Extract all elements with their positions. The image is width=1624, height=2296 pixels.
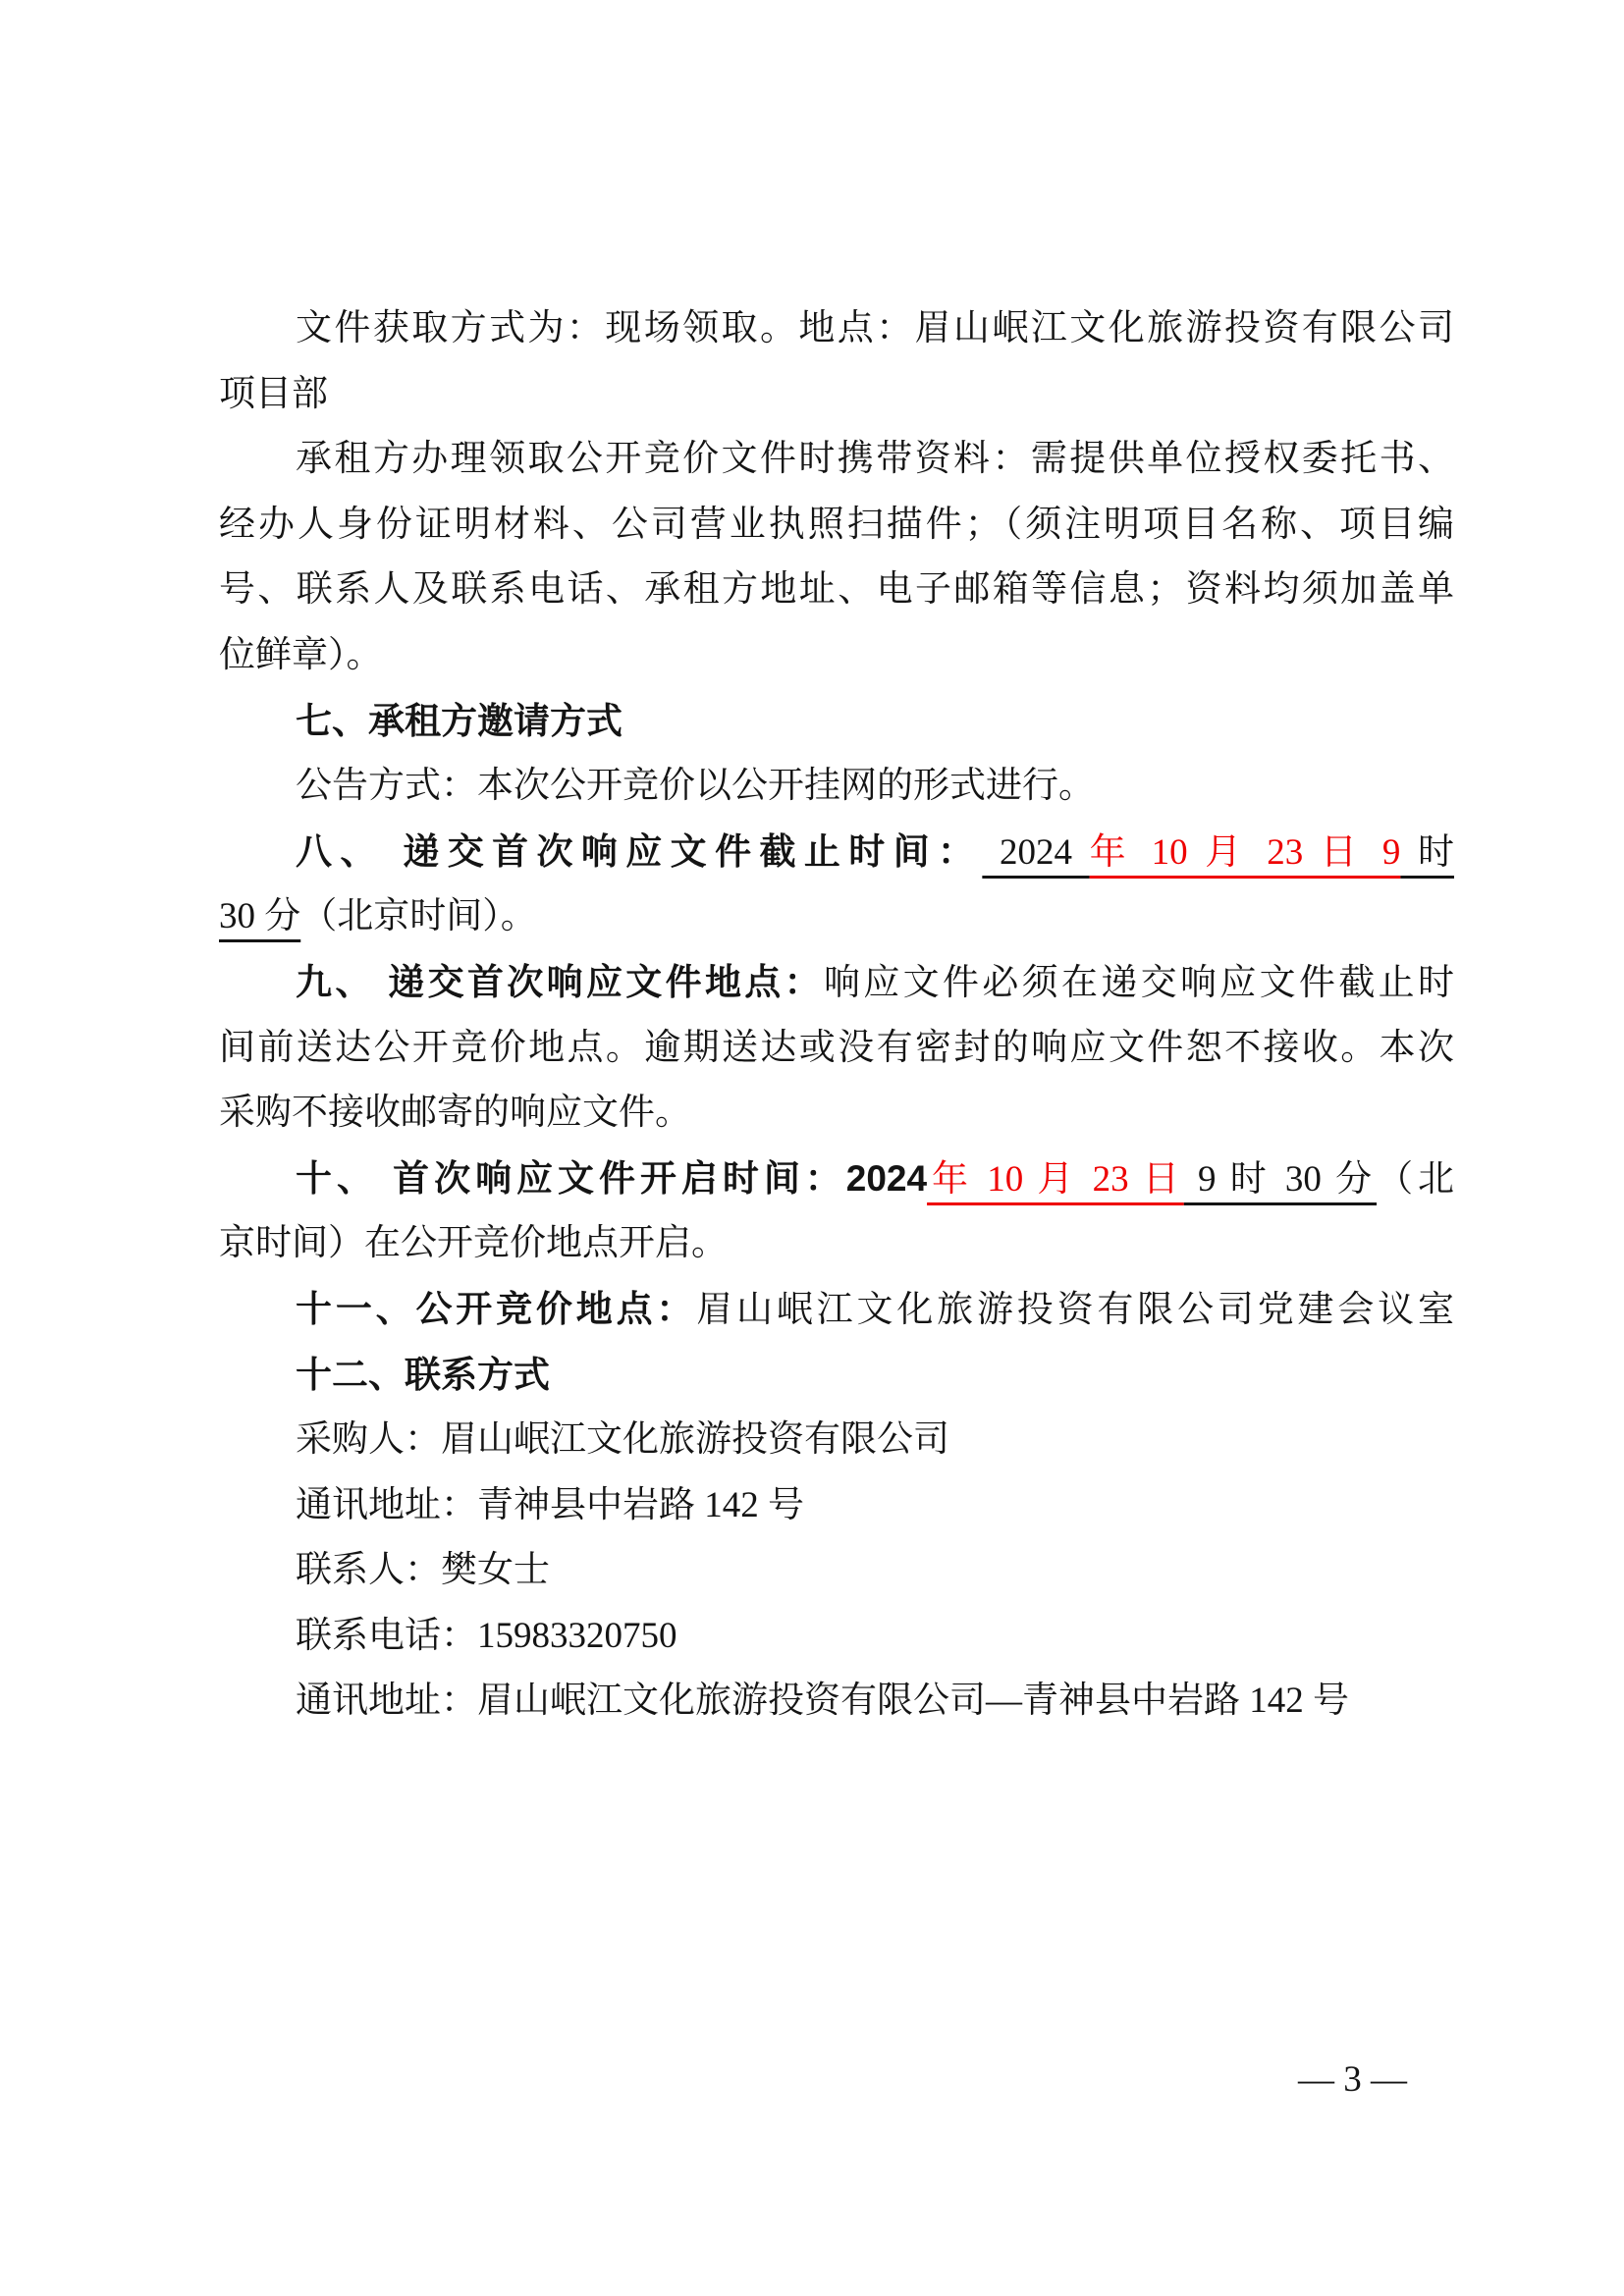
text-line bbox=[219, 493, 1454, 559]
text-line bbox=[219, 950, 1454, 1016]
text-line bbox=[219, 754, 1454, 820]
text-line bbox=[219, 1538, 1454, 1604]
text-segment: 间前送达公开竞价地点。逾期送达或没有密封的响应文件恕不接收。本次 bbox=[219, 1027, 1454, 1068]
text-segment: 位鲜章）。 bbox=[219, 634, 383, 675]
text-segment: 十、 首次响应文件开启时间： bbox=[296, 1157, 846, 1199]
text-segment: 眉山岷江文化旅游投资有限公司党建会议室 bbox=[696, 1289, 1454, 1330]
text-line bbox=[219, 558, 1454, 623]
text-segment: 采购不接收邮寄的响应文件。 bbox=[219, 1093, 691, 1134]
text-segment: 联系人：樊女士 bbox=[296, 1550, 550, 1591]
text-line bbox=[219, 689, 1454, 755]
text-line bbox=[219, 427, 1454, 493]
text-body bbox=[219, 296, 1454, 1735]
text-line bbox=[219, 1604, 1454, 1670]
text-segment: 十二、联系方式 bbox=[296, 1354, 550, 1395]
text-segment: 年 10 月 23 日 bbox=[927, 1158, 1184, 1200]
text-segment: 十一、公开竞价地点： bbox=[296, 1288, 697, 1329]
text-segment: 文件获取方式为：现场领取。地点：眉山岷江文化旅游投资有限公司 bbox=[296, 308, 1454, 348]
text-segment: 响应文件必须在递交响应文件截止时 bbox=[823, 962, 1454, 1003]
text-line bbox=[219, 1343, 1454, 1409]
text-segment: 通讯地址：青神县中岩路 142 号 bbox=[296, 1484, 804, 1525]
text-line bbox=[219, 1016, 1454, 1082]
text-line bbox=[219, 1277, 1454, 1343]
text-line bbox=[219, 1408, 1454, 1473]
text-segment: 京时间）在公开竞价地点开启。 bbox=[219, 1223, 728, 1264]
text-segment: 通讯地址：眉山岷江文化旅游投资有限公司—青神县中岩路 142 号 bbox=[296, 1681, 1349, 1722]
text-segment: 年 10 月 23 日 9 bbox=[1089, 831, 1401, 873]
text-segment: 项目部 bbox=[219, 373, 328, 414]
text-segment: 承租方办理领取公开竞价文件时携带资料：需提供单位授权委托书、 bbox=[296, 439, 1454, 480]
text-line bbox=[219, 1081, 1454, 1147]
text-segment: 八、 递交首次响应文件截止时间： bbox=[296, 830, 983, 872]
text-line bbox=[219, 362, 1454, 428]
text-segment: 公告方式：本次公开竞价以公开挂网的形式进行。 bbox=[296, 766, 1095, 807]
text-segment: 2024 bbox=[845, 1157, 928, 1199]
text-line bbox=[219, 1669, 1454, 1735]
text-line bbox=[219, 1473, 1454, 1539]
text-line bbox=[219, 623, 1454, 689]
text-line bbox=[219, 820, 1454, 885]
text-segment: 联系电话：15983320750 bbox=[296, 1615, 677, 1656]
text-line bbox=[219, 1147, 1454, 1212]
page-number: — 3 — bbox=[1298, 2059, 1407, 2100]
text-segment: 九、 递交首次响应文件地点： bbox=[296, 961, 824, 1002]
text-segment: （北 bbox=[1377, 1158, 1454, 1200]
text-segment: 30 分 bbox=[219, 896, 301, 937]
text-segment: 经办人身份证明材料、公司营业执照扫描件；（须注明项目名称、项目编 bbox=[219, 504, 1454, 545]
text-segment: 采购人：眉山岷江文化旅游投资有限公司 bbox=[296, 1419, 949, 1461]
text-segment: 号、联系人及联系电话、承租方地址、电子邮箱等信息；资料均须加盖单 bbox=[219, 569, 1454, 611]
text-segment: 七、承租方邀请方式 bbox=[296, 700, 623, 741]
text-segment: 时 bbox=[1400, 831, 1454, 873]
text-segment: （北京时间）。 bbox=[300, 896, 537, 937]
text-segment: 2024 bbox=[982, 831, 1090, 873]
text-line bbox=[219, 1211, 1454, 1277]
text-line bbox=[219, 884, 1454, 950]
text-line bbox=[219, 296, 1454, 362]
text-segment: 9 时 30 分 bbox=[1183, 1158, 1378, 1200]
